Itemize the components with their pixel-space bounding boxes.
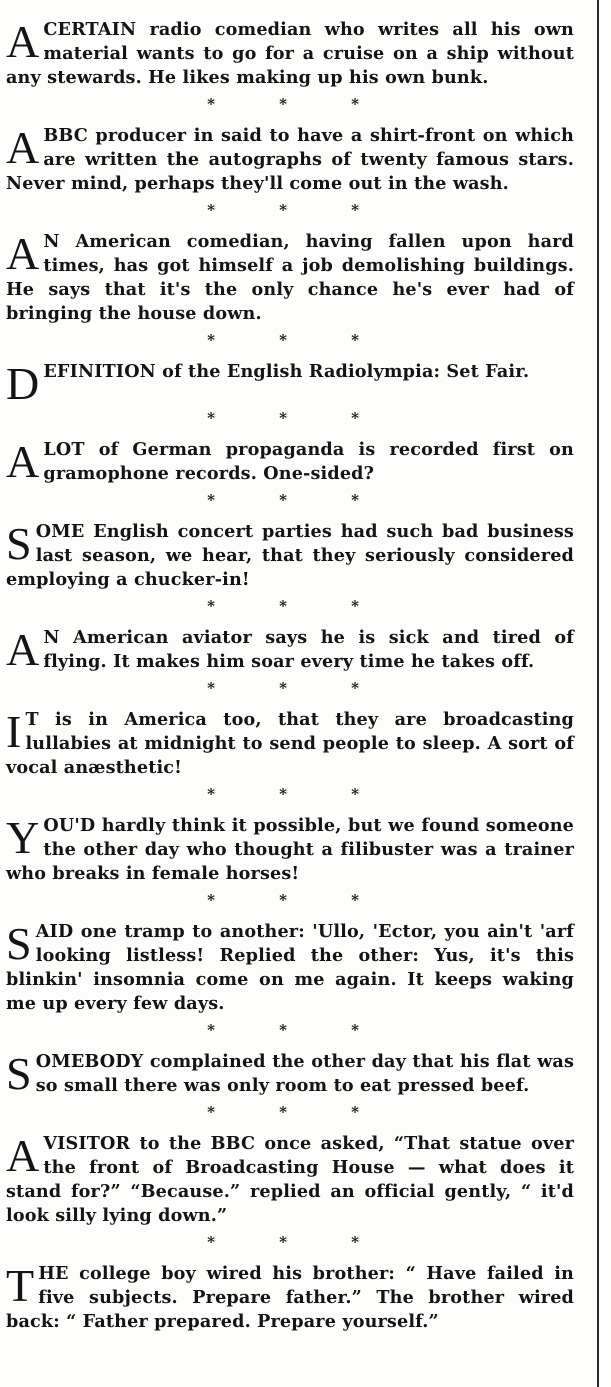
joke-item — [6, 124, 574, 196]
lead-in: OME — [35, 521, 85, 542]
separator: * * * — [207, 95, 359, 113]
joke-text: VISITOR to the BBC once asked, “That statue over the front of Broadcasting House — what does it stand for?” “Because.” replied an official gently, “ it'd look silly lying down.” — [6, 1133, 574, 1226]
drop-cap: A — [6, 1130, 40, 1181]
drop-cap: A — [6, 122, 40, 173]
joke-item — [6, 520, 574, 592]
drop-cap: A — [6, 228, 40, 279]
lead-in: OMEBODY — [35, 1051, 144, 1072]
lead-in: LOT — [43, 439, 85, 460]
joke-item — [6, 230, 574, 326]
separator: * * * — [207, 785, 359, 803]
joke-text: college boy wired his brother: “ Have failed in five subjects. Prepare father.” The brother wired back: “ Father prepared. Prepare yourself.” — [6, 1263, 574, 1332]
drop-cap: A — [6, 436, 40, 487]
separator: * * * — [207, 597, 359, 615]
jokes-column — [6, 18, 574, 1334]
joke-text: hardly think it possible, but we found someone the other day who thought a filibuster was a trainer who breaks in female horses! — [6, 815, 574, 884]
separator: * * * — [207, 491, 359, 509]
joke-item — [6, 814, 574, 886]
joke-item — [6, 438, 574, 486]
separator: * * * — [207, 201, 359, 219]
separator: * * * — [207, 409, 359, 427]
joke-text: radio comedian who writes all his own material wants to go for a cruise on a ship without any stewards. He likes making up his own bunk. — [6, 19, 574, 88]
lead-in: N — [43, 627, 60, 648]
joke-item — [6, 1262, 574, 1334]
joke-item — [6, 626, 574, 674]
lead-in: CERTAIN — [43, 19, 137, 40]
separator: * * * — [207, 331, 359, 349]
joke-text: complained the other day that his flat was so small there was only room to eat pressed beef. — [35, 1051, 574, 1096]
separator: * * * — [207, 1021, 359, 1039]
lead-in: N — [43, 231, 60, 252]
drop-cap: I — [6, 706, 22, 757]
drop-cap: A — [6, 624, 40, 675]
drop-cap: S — [6, 1048, 32, 1099]
separator: * * * — [207, 891, 359, 909]
separator: * * * — [207, 1103, 359, 1121]
joke-text: of German propaganda is recorded first on gramophone records. One-sided? — [43, 439, 574, 484]
drop-cap: Y — [6, 812, 40, 863]
lead-in: EFINITION — [43, 361, 156, 382]
drop-cap: A — [6, 16, 40, 67]
lead-in: AID — [35, 921, 74, 942]
joke-text: English concert parties had such bad business last season, we hear, that they seriously considered employing a chucker-in! — [6, 521, 574, 590]
lead-in: HE — [38, 1263, 69, 1284]
joke-item — [6, 1132, 574, 1228]
drop-cap: D — [6, 358, 40, 409]
joke-text: one tramp to another: 'Ullo, 'Ector, you ain't 'arf looking listless! Replied the other: Yus, it's this blinkin' insomnia come on me again. It keeps waking me up every few days. — [6, 921, 574, 1014]
joke-item — [6, 708, 574, 780]
joke-item — [6, 920, 574, 1016]
joke-item — [6, 1050, 574, 1098]
separator: * * * — [207, 679, 359, 697]
drop-cap: S — [6, 518, 32, 569]
joke-item — [6, 358, 574, 409]
joke-text: is in America too, that they are broadcasting lullabies at midnight to send people to sleep. A sort of vocal anæsthetic! — [6, 709, 574, 778]
drop-cap: T — [6, 1260, 35, 1311]
lead-in: T — [25, 709, 39, 730]
joke-text: American aviator says he is sick and tired of flying. It makes him soar every time he takes off. — [43, 627, 574, 672]
joke-text: of the English Radiolympia: Set Fair. — [155, 361, 530, 382]
joke-item — [6, 18, 574, 90]
lead-in: OU'D — [43, 815, 96, 836]
drop-cap: S — [6, 918, 32, 969]
joke-text: BBC producer in said to have a shirt-front on which are written the autographs of twenty famous stars. Never mind, perhaps they'll come out in the wash. — [6, 125, 574, 194]
joke-text: American comedian, having fallen upon hard times, has got himself a job demolishing buildings. He says that it's the only chance he's ever had of bringing the house down. — [6, 231, 574, 324]
separator: * * * — [207, 1233, 359, 1251]
column-rule — [597, 0, 599, 1387]
